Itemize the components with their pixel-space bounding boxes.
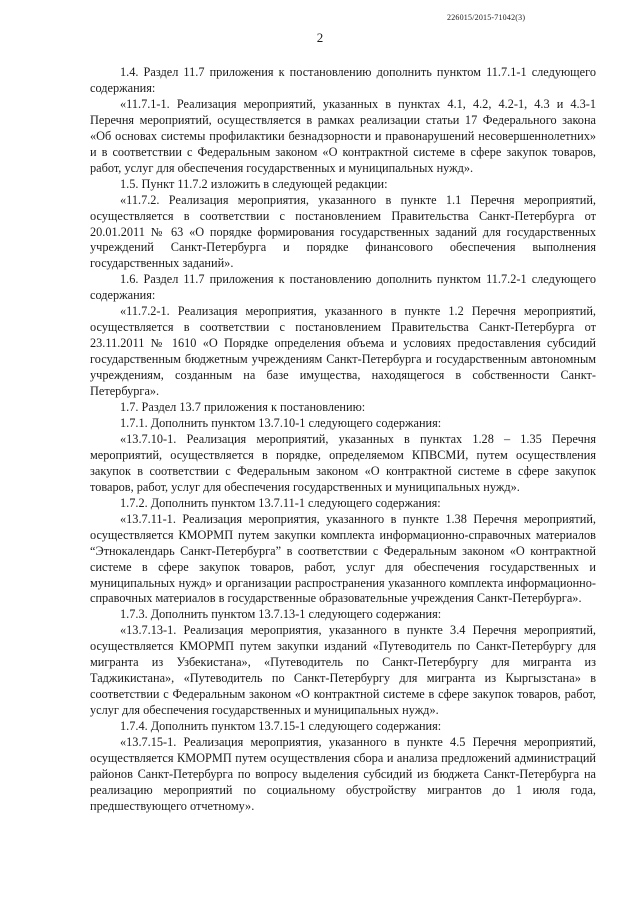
paragraph: 1.7. Раздел 13.7 приложения к постановлению: — [120, 400, 366, 415]
paragraph: 1.4. Раздел 11.7 приложения к постановлению дополнить пунктом 11.7.1-1 следующего содержания: — [90, 65, 596, 95]
paragraph: 1.7.3. Дополнить пунктом 13.7.13-1 следующего содержания: — [120, 607, 442, 622]
document-id: 226015/2015-71042(3) — [447, 13, 526, 22]
paragraph: 1.5. Пункт 11.7.2 изложить в следующей редакции: — [120, 176, 388, 191]
paragraph: «11.7.2-1. Реализация мероприятия, указанного в пункте 1.2 Перечня мероприятий, осуществляется в соответствии с постановлением Правительства Санкт-Петербурга от 23.11.2011 № 1610 «О Порядке определения объема и условиях предоставления субсидий государственным бюджетным учреждениям Санкт-Петербурга и государственным автономным учреждениям, созданным на базе имущества, находящегося в собственности Санкт-Петербурга». — [90, 304, 596, 399]
paragraph: 1.7.4. Дополнить пунктом 13.7.15-1 следующего содержания: — [120, 719, 442, 734]
paragraph: «13.7.15-1. Реализация мероприятия, указанного в пункте 4.5 Перечня мероприятий, осуществляется КМОРМП путем осуществления сбора и анализа предложений администраций районов Санкт-Петербурга по вопросу выделения субсидий из бюджета Санкт-Петербурга на реализацию мероприятий по социальному обустройству мигрантов до 1 июля года, предшествующего отчетному». — [90, 735, 596, 813]
paragraph: 1.6. Раздел 11.7 приложения к постановлению дополнить пунктом 11.7.2-1 следующего содержания: — [90, 272, 596, 303]
paragraph: «13.7.11-1. Реализация мероприятия, указанного в пункте 1.38 Перечня мероприятий, осуществляется КМОРМП путем закупки комплекта информационно-справочных материалов “Этнокалендарь Санкт-Петербурга” в соответствии с Федеральным законом «О контрактной системе в сфере закупок товаров, работ, услуг для обеспечения государственных и муниципальных нужд» и организации распространения указанного комплекта информационно-справочных материалов в государственные образовательные учреждения Санкт-Петербурга». — [90, 511, 596, 606]
paragraph: «11.7.2. Реализация мероприятия, указанного в пункте 1.1 Перечня мероприятий, осуществляется в соответствии с постановлением Правительства Санкт-Петербурга от 20.01.2011 № 63 «О порядке формирования государственных заданий для государственных учреждений Санкт-Петербурга и порядке финансового обеспечения выполнения государственных заданий». — [90, 192, 596, 271]
paragraph: 1.7.2. Дополнить пунктом 13.7.11-1 следующего содержания: — [120, 495, 441, 510]
paragraph: «11.7.1-1. Реализация мероприятий, указанных в пунктах 4.1, 4.2, 4.2-1, 4.3 и 4.3-1 Перечня мероприятий, осуществляется в рамках реализации статьи 17 Федерального закона «Об основах системы профилактики безнадзорности и правонарушений несовершеннолетних» и в соответствии с Федеральным законом «О контрактной системе в сфере закупок товаров, работ, услуг для обеспечения государственных и муниципальных нужд». — [90, 96, 596, 175]
page-number: 2 — [316, 30, 324, 45]
paragraph: «13.7.10-1. Реализация мероприятий, указанных в пунктах 1.28 – 1.35 Перечня мероприятий, осуществляется в порядке, определяемом КПВСМИ, путем осуществления закупок в соответствии с Федеральным законом «О контрактной системе в сфере закупок товаров, работ, услуг для обеспечения государственных и муниципальных нужд». — [90, 431, 596, 494]
document-body — [90, 65, 596, 815]
paragraph: 1.7.1. Дополнить пунктом 13.7.10-1 следующего содержания: — [120, 415, 442, 430]
paragraph: «13.7.13-1. Реализация мероприятия, указанного в пункте 3.4 Перечня мероприятий, осуществляется КМОРМП путем закупки изданий «Путеводитель по Санкт-Петербургу для мигранта из Узбекистана», «Путеводитель по Санкт-Петербургу для мигранта из Таджикистана», «Путеводитель по Санкт-Петербургу для мигранта из Кыргызстана» в соответствии с Федеральным законом «О контрактной системе в сфере закупок товаров, работ, услуг для обеспечения государственных и муниципальных нужд». — [90, 623, 596, 718]
